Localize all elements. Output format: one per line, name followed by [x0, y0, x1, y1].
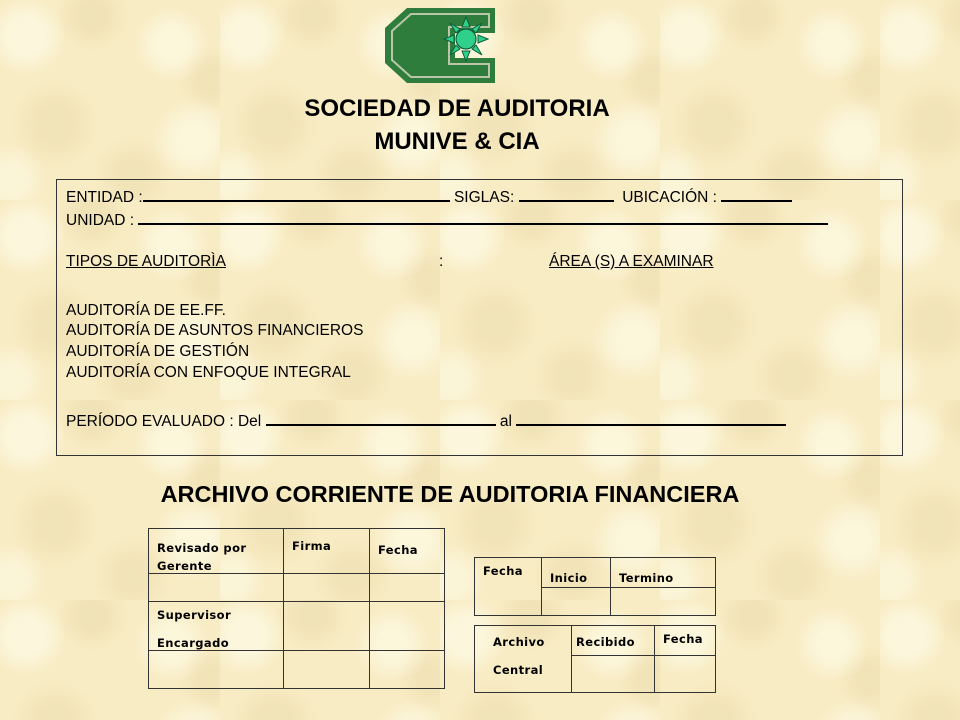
siglas-label: SIGLAS:: [453, 189, 515, 206]
review-firma-cell[interactable]: [284, 574, 370, 602]
review-header-firma: Firma: [284, 529, 370, 574]
entidad-label: ENTIDAD :: [66, 189, 143, 206]
tipos-colon: :: [439, 253, 444, 270]
audit-dates-table: [474, 557, 716, 616]
review-row-label: Supervisor: [157, 608, 232, 622]
central-fecha-label: Fecha: [655, 626, 716, 656]
dates-inicio-label: Inicio: [542, 558, 611, 588]
area-examinar-label: ÁREA (S) A EXAMINAR: [549, 253, 714, 270]
dates-termino-cell[interactable]: [611, 588, 716, 616]
al-label: al: [499, 413, 512, 430]
dates-fecha-label: Fecha: [475, 558, 542, 616]
recibido-cell[interactable]: [572, 656, 655, 693]
review-fecha-cell[interactable]: [370, 651, 445, 689]
review-row-label: Gerente: [157, 559, 212, 573]
review-firma-cell[interactable]: [284, 651, 370, 689]
archivo-label: Archivo: [493, 635, 545, 649]
review-header-revisado: Revisado por Gerente: [149, 529, 284, 574]
audit-type-item: AUDITORÍA DE EE.FF.: [66, 302, 226, 319]
periodo-al-blank[interactable]: [516, 410, 786, 426]
review-header-fecha: Fecha: [370, 529, 445, 574]
archive-central-table: [474, 625, 716, 693]
review-firma-cell[interactable]: [284, 602, 370, 651]
review-fecha-cell[interactable]: [370, 602, 445, 651]
entidad-blank[interactable]: [143, 186, 450, 202]
review-label-cell: [149, 602, 284, 651]
tipos-auditoria-label: TIPOS DE AUDITORÌA: [66, 253, 226, 270]
review-label-cell: [149, 651, 284, 689]
audit-type-item: AUDITORÍA CON ENFOQUE INTEGRAL: [66, 364, 351, 381]
ubicacion-label: UBICACIÓN :: [622, 189, 717, 206]
sun-icon: [444, 17, 488, 61]
audit-type-item: AUDITORÍA DE ASUNTOS FINANCIEROS: [66, 322, 364, 339]
review-fecha-cell[interactable]: [370, 574, 445, 602]
entidad-row: [66, 186, 792, 207]
logo-c-shape: [385, 8, 495, 83]
company-name-line2: MUNIVE & CIA: [374, 128, 540, 155]
central-label: Central: [493, 663, 544, 677]
company-logo: [385, 8, 495, 83]
review-row-label: Encargado: [157, 636, 230, 650]
company-name-line1: SOCIEDAD DE AUDITORIA: [304, 95, 610, 122]
central-fecha-cell[interactable]: [655, 656, 716, 693]
dates-inicio-cell[interactable]: [542, 588, 611, 616]
ubicacion-blank[interactable]: [721, 186, 792, 202]
unidad-row: [66, 209, 828, 230]
review-label-cell: [149, 574, 284, 602]
unidad-blank[interactable]: [138, 209, 828, 225]
audit-type-item: AUDITORÍA DE GESTIÓN: [66, 343, 250, 360]
dates-termino-label: Termino: [611, 558, 716, 588]
archive-title: ARCHIVO CORRIENTE DE AUDITORIA FINANCIERA: [160, 481, 740, 507]
periodo-label: PERÍODO EVALUADO : Del: [66, 413, 262, 430]
siglas-blank[interactable]: [519, 186, 614, 202]
periodo-del-blank[interactable]: [266, 410, 496, 426]
unidad-label: UNIDAD :: [66, 212, 135, 229]
archivo-central-cell: [475, 626, 572, 693]
review-signature-table: [148, 528, 445, 689]
recibido-label: Recibido: [572, 626, 655, 656]
periodo-row: [66, 410, 786, 431]
